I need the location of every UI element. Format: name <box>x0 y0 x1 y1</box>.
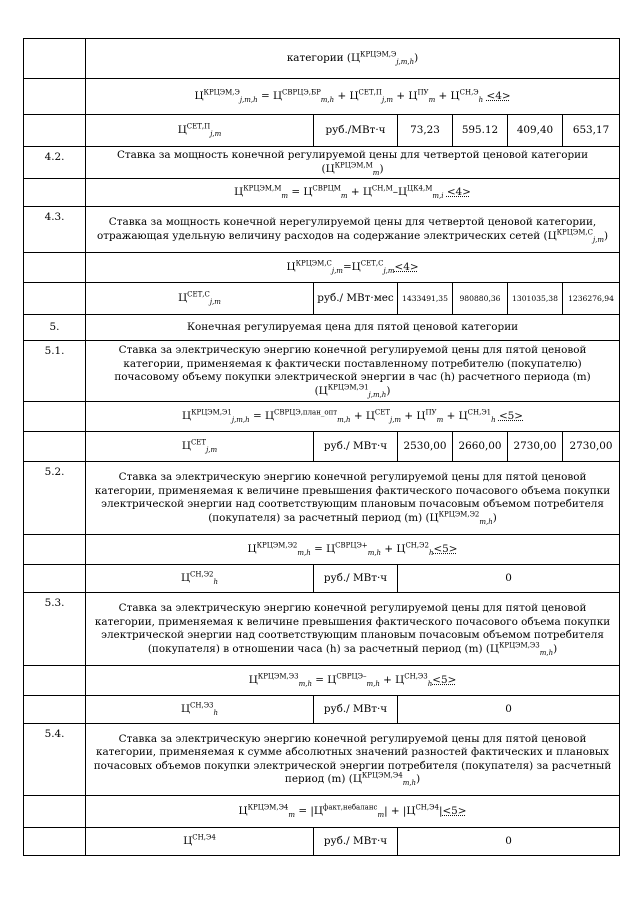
unit-cell: руб./ МВт·ч <box>314 696 398 724</box>
symbol-cell: $Ц^{СН,Э2}_h$ <box>86 565 314 593</box>
value-cell: 653,17 <box>563 115 620 147</box>
row-title: Ставка за мощность конечной регулируемой цены для четвертой ценовой категории $(Ц^{КРЦЭМ,М}_m)$ <box>86 147 620 179</box>
formula-row <box>24 535 620 565</box>
symbol-cell: $Ц^{СЕТ,П}_{j,m}$ <box>86 115 314 147</box>
formula-row <box>24 179 620 207</box>
row-5-title <box>24 315 620 341</box>
value-row <box>24 283 620 315</box>
row-title: Ставка за электрическую энергию конечной регулируемой цены для пятой ценовой категории, применяемая к фактически поставленному потребителю (покупателю) почасовому объему покупки электрической энергии в час (h) расчетного периода (m) $(Ц^{КРЦЭМ,Э1}_{j,m,h})$ <box>86 341 620 402</box>
row-title: Ставка за мощность конечной нерегулируемой цены для четвертой ценовой категории, отражающая удельную величину расходов на содержание электрических сетей $(Ц^{КРЦЭМ,С}_{j,m})$ <box>86 207 620 253</box>
value-cell: 2730,00 <box>563 432 620 462</box>
unit-cell: руб./ МВт·ч <box>314 565 398 593</box>
symbol-cell: $Ц^{СЕТ,С}_{j,m}$ <box>86 283 314 315</box>
formula-row <box>24 796 620 828</box>
value-cell: 0 <box>398 828 620 856</box>
value-row <box>24 696 620 724</box>
row-5-2-title <box>24 462 620 535</box>
formula: $Ц^{КРЦЭМ,М}_m = Ц^{СВРЦМ}_m + Ц^{СН,М}-Ц^{ЦК4,М}_{m,i} <4>$ <box>86 179 620 207</box>
row-title: категории $(Ц^{КРЦЭМ,Э}_{j,m,h})$ <box>86 39 620 79</box>
symbol-cell: $Ц^{СН,Э4}$ <box>86 828 314 856</box>
row-number: 5.4. <box>24 724 86 796</box>
unit-cell: руб./ МВт·ч <box>314 828 398 856</box>
row-number: 5.3. <box>24 593 86 666</box>
row-number: 4.3. <box>24 207 86 253</box>
footnote-ref: <4> <box>486 89 511 102</box>
unit-cell: руб./ МВт·мес <box>314 283 398 315</box>
footnote-ref: <5> <box>442 804 467 817</box>
formula: $Ц^{КРЦЭМ,Э3}_{m,h} = Ц^{СВРЦЭ-}_{m,h} + Ц^{СН,Э3}_h<5>$ <box>86 666 620 696</box>
row-number: 5.2. <box>24 462 86 535</box>
formula: $Ц^{КРЦЭМ,Э2}_{m,h} = Ц^{СВРЦЭ+}_{m,h} + Ц^{СН,Э2}_h<5>$ <box>86 535 620 565</box>
formula: $Ц^{КРЦЭМ,Э4}_m = |Ц^{факт,небаланс}_m| + |Ц^{СН,Э4}|<5>$ <box>86 796 620 828</box>
row-number: 5.1. <box>24 341 86 402</box>
row-title: Ставка за электрическую энергию конечной регулируемой цены для пятой ценовой категории, применяемая к сумме абсолютных значений разностей фактических и плановых почасовых объемов покупки электрической энергии потребителя (покупателя) за расчетный период (m) $(Ц^{КРЦЭМ,Э4}_{m,h})$ <box>86 724 620 796</box>
value-cell: 1433491,35 <box>398 283 453 315</box>
formula: $Ц^{КРЦЭМ,Э1}_{j,m,h} = Ц^{СВРЦЭ,план\_опт}_{m,h} + Ц^{СЕТ}_{j,m} + Ц^{ПУ}_m + Ц^{СН,Э1}_h <5>$ <box>86 402 620 432</box>
unit-cell: руб./МВт·ч <box>314 115 398 147</box>
value-cell: 409,40 <box>508 115 563 147</box>
formula: $Ц^{КРЦЭМ,Э}_{j,m,h} = Ц^{СВРЦЭ,БР}_{m,h} + Ц^{СЕТ,П}_{j,m} + Ц^{ПУ}_m + Ц^{СН,Э}_h <4>$ <box>86 79 620 115</box>
value-cell: 1236276,94 <box>563 283 620 315</box>
value-row <box>24 432 620 462</box>
footnote-ref: <5> <box>433 542 458 555</box>
value-cell: 2730,00 <box>508 432 563 462</box>
value-cell: 0 <box>398 696 620 724</box>
value-cell: 2660,00 <box>453 432 508 462</box>
formula-row <box>24 666 620 696</box>
row-number: 5. <box>24 315 86 341</box>
formula: $Ц^{КРЦЭМ,С}_{j,m}=Ц^{СЕТ,С}_{j,m}<4>$ <box>86 253 620 283</box>
row-title: Ставка за электрическую энергию конечной регулируемой цены для пятой ценовой категории, применяемая к величине превышения фактического почасового объема покупки электрической энергии над соответствующим плановым почасовым объемом потребителя (покупателя) за расчетный период (m) $(Ц^{КРЦЭМ,Э2}_{m,h})$ <box>86 462 620 535</box>
footnote-ref: <5> <box>432 673 457 686</box>
row-4-3-title <box>24 207 620 253</box>
formula-row <box>24 79 620 115</box>
footnote-ref: <5> <box>498 409 523 422</box>
value-row <box>24 828 620 856</box>
formula-row <box>24 253 620 283</box>
row-4-1-title-cont <box>24 39 620 79</box>
symbol-cell: $Ц^{СН,Э3}_h$ <box>86 696 314 724</box>
value-cell: 595.12 <box>453 115 508 147</box>
row-5-3-title <box>24 593 620 666</box>
value-cell: 2530,00 <box>398 432 453 462</box>
formula-row <box>24 402 620 432</box>
symbol-cell: $Ц^{СЕТ}_{j,m}$ <box>86 432 314 462</box>
value-cell: 73,23 <box>398 115 453 147</box>
row-4-2-title <box>24 147 620 179</box>
value-row <box>24 115 620 147</box>
row-number-cell <box>24 39 86 79</box>
tariff-table <box>23 38 620 856</box>
footnote-ref: <4> <box>394 260 419 273</box>
value-cell: 980880,36 <box>453 283 508 315</box>
row-5-1-title <box>24 341 620 402</box>
row-title: Конечная регулируемая цена для пятой ценовой категории <box>86 315 620 341</box>
unit-cell: руб./ МВт·ч <box>314 432 398 462</box>
value-row <box>24 565 620 593</box>
value-cell: 1301035,38 <box>508 283 563 315</box>
row-5-4-title <box>24 724 620 796</box>
footnote-ref: <4> <box>446 185 471 198</box>
row-number: 4.2. <box>24 147 86 179</box>
row-title: Ставка за электрическую энергию конечной регулируемой цены для пятой ценовой категории, применяемая к величине превышения фактического почасового объема покупки электрической энергии над соответствующим плановым почасовым объемом потребителя (покупателя) в отношении часа (h) за расчетный период (m) $(Ц^{КРЦЭМ,Э3}_{m,h})$ <box>86 593 620 666</box>
value-cell: 0 <box>398 565 620 593</box>
